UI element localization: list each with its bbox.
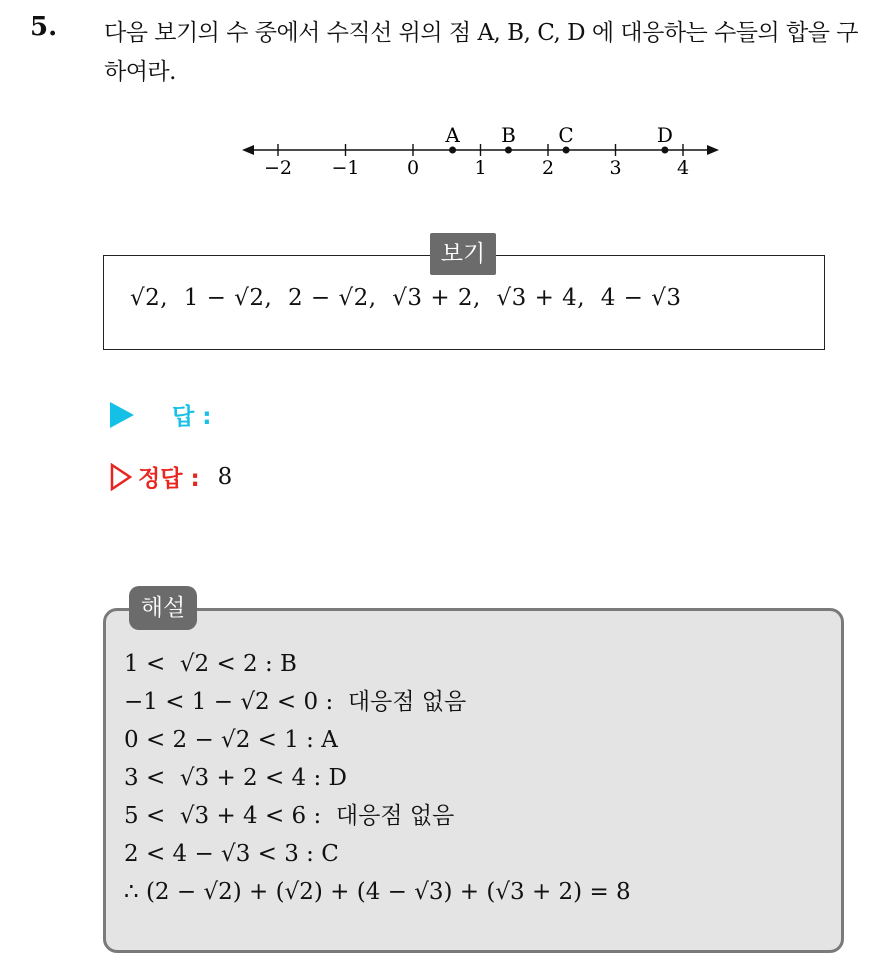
question-text: 다음 보기의 수 중에서 수직선 위의 점 A, B, C, D 에 대응하는 수들의 합을 구하여라.	[104, 20, 858, 85]
answer-row	[110, 398, 211, 431]
left-arrow-icon	[242, 145, 254, 155]
explanation-line: −1 < 1 − √2 < 0 : 대응점 없음	[124, 689, 467, 715]
outline-triangle-icon	[110, 463, 132, 491]
tick-label: 2	[541, 157, 555, 179]
answer-label: 답 :	[172, 404, 212, 430]
tick-label: 1	[474, 157, 487, 179]
point-label-b: B	[501, 123, 516, 147]
bogi-tag: 보기	[430, 233, 496, 275]
point-a	[449, 147, 456, 154]
point-label-a: A	[445, 123, 460, 147]
point-label-d: D	[656, 123, 673, 147]
tick-label: −2	[263, 157, 293, 179]
point-b	[505, 147, 512, 154]
question-number: 5.	[30, 12, 58, 42]
explanation-lines	[124, 645, 631, 911]
number-line	[232, 118, 732, 188]
point-label-c: C	[558, 123, 574, 147]
explanation-line: 3 < √3 + 2 < 4 : D	[124, 765, 347, 791]
bogi-items: √2, 1 − √2, 2 − √2, √3 + 2, √3 + 4, 4 − √3	[130, 285, 682, 311]
tick-label: −1	[331, 157, 360, 179]
correct-answer-label: 정답 :	[138, 466, 200, 492]
explanation-line: 5 < √3 + 4 < 6 : 대응점 없음	[124, 803, 455, 829]
tick-label: 3	[609, 157, 622, 179]
explanation-line: ∴ (2 − √2) + (√2) + (4 − √3) + (√3 + 2) = 8	[124, 879, 631, 905]
explanation-line: 2 < 4 − √3 < 3 : C	[124, 841, 339, 867]
correct-answer-row	[110, 460, 232, 493]
explanation-line: 1 < √2 < 2 : B	[124, 651, 297, 677]
explanation-line: 0 < 2 − √2 < 1 : A	[124, 727, 338, 753]
point-d	[661, 147, 668, 154]
tick-label: 4	[676, 157, 690, 179]
explanation-tag: 해설	[129, 586, 197, 630]
right-arrow-icon	[707, 145, 719, 155]
tick-label: 0	[406, 157, 420, 179]
point-c	[563, 147, 570, 154]
play-triangle-icon	[110, 402, 134, 428]
correct-answer-value: 8	[217, 463, 233, 490]
